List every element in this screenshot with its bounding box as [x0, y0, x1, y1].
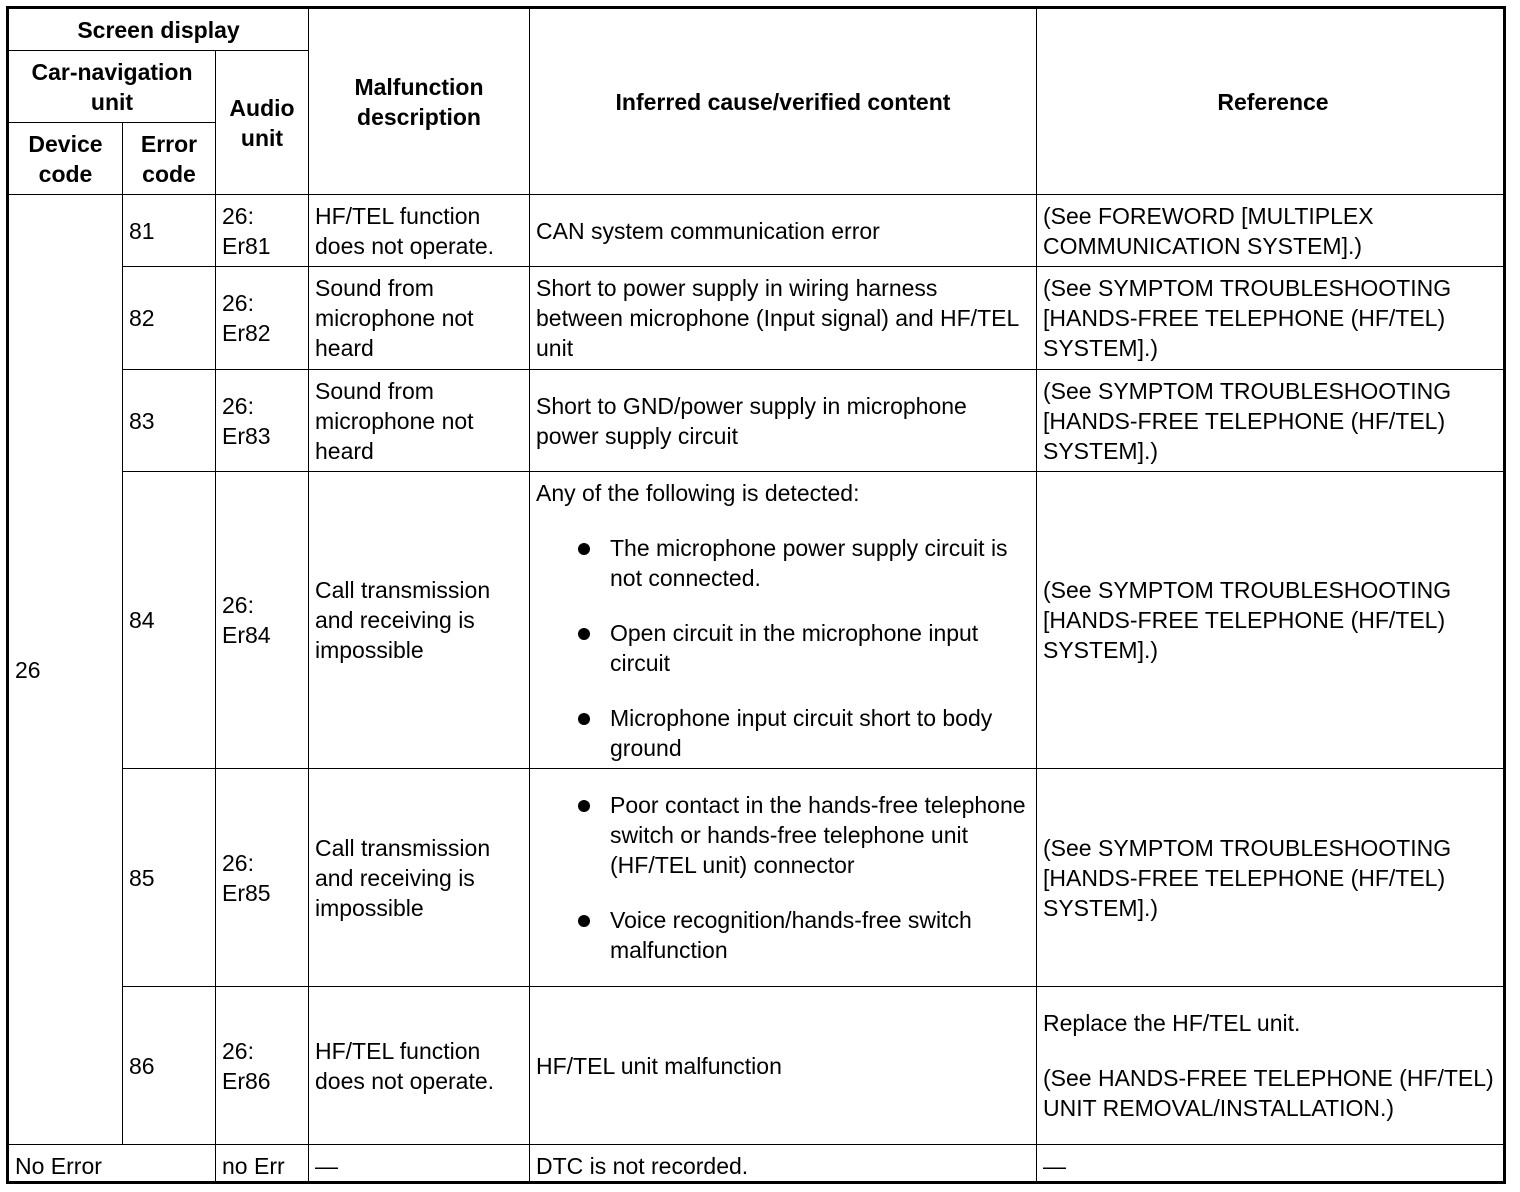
- malfunction-cell: Sound from microphone not heard: [309, 370, 530, 472]
- no-error-cause: DTC is not recorded.: [530, 1145, 1037, 1185]
- reference-cell: (See FOREWORD [MULTIPLEX COMMUNICATION SYSTEM].): [1037, 195, 1507, 267]
- cause-cell: Short to power supply in wiring harness between microphone (Input signal) and HF/TEL unit: [530, 267, 1037, 370]
- cause-list: [536, 533, 1030, 763]
- reference-cell: (See SYMPTOM TROUBLESHOOTING [HANDS-FREE TELEPHONE (HF/TEL) SYSTEM].): [1037, 370, 1507, 472]
- cause-list-text: Voice recognition/hands-free switch malfunction: [610, 907, 972, 963]
- bullet-icon: [578, 800, 590, 812]
- table-row: [9, 987, 1507, 1145]
- error-code-cell: 84: [123, 472, 216, 769]
- header-device-code: Device code: [9, 123, 123, 195]
- cause-list-item: [536, 905, 1030, 965]
- reference-cell: (See SYMPTOM TROUBLESHOOTING [HANDS-FREE TELEPHONE (HF/TEL) SYSTEM].): [1037, 472, 1507, 769]
- reference-cell: [1037, 987, 1507, 1145]
- no-error-row: [9, 1145, 1507, 1185]
- cause-cell: Short to GND/power supply in microphone power supply circuit: [530, 370, 1037, 472]
- table-row: [9, 769, 1507, 987]
- audio-code-cell: 26: Er85: [216, 769, 309, 987]
- audio-code-cell: 26: Er86: [216, 987, 309, 1145]
- cause-list-item: [536, 703, 1030, 763]
- no-error-malfunction: —: [309, 1145, 530, 1185]
- header-audio-unit: Audio unit: [216, 51, 309, 195]
- header-car-nav-unit: Car-navigation unit: [9, 51, 216, 123]
- error-code-cell: 83: [123, 370, 216, 472]
- error-code-cell: 85: [123, 769, 216, 987]
- malfunction-cell: HF/TEL function does not operate.: [309, 987, 530, 1145]
- malfunction-cell: Call transmission and receiving is impossible: [309, 769, 530, 987]
- audio-code-cell: 26: Er84: [216, 472, 309, 769]
- malfunction-cell: Sound from microphone not heard: [309, 267, 530, 370]
- cause-list-item: [536, 790, 1030, 880]
- cause-list-item: [536, 533, 1030, 593]
- cause-list-text: Poor contact in the hands-free telephone switch or hands-free telephone unit (HF/TEL unit) connector: [610, 792, 1026, 878]
- header-screen-display: Screen display: [9, 9, 309, 51]
- bullet-icon: [578, 915, 590, 927]
- cause-list-text: The microphone power supply circuit is not connected.: [610, 534, 1008, 591]
- audio-code-cell: 26: Er82: [216, 267, 309, 370]
- dtc-table: [8, 8, 1506, 1184]
- table-row: [9, 472, 1507, 769]
- cause-cell: [530, 769, 1037, 987]
- cause-list: [536, 790, 1030, 965]
- reference-line: (See HANDS-FREE TELEPHONE (HF/TEL) UNIT REMOVAL/INSTALLATION.): [1043, 1065, 1494, 1121]
- reference-cell: (See SYMPTOM TROUBLESHOOTING [HANDS-FREE TELEPHONE (HF/TEL) SYSTEM].): [1037, 267, 1507, 370]
- header-error-code: Error code: [123, 123, 216, 195]
- error-code-cell: 86: [123, 987, 216, 1145]
- reference-cell: (See SYMPTOM TROUBLESHOOTING [HANDS-FREE TELEPHONE (HF/TEL) SYSTEM].): [1037, 769, 1507, 987]
- cause-list-text: Open circuit in the microphone input circuit: [610, 619, 979, 676]
- bullet-icon: [578, 543, 590, 555]
- reference-line: Replace the HF/TEL unit.: [1043, 1010, 1301, 1036]
- cause-list-item: [536, 618, 1030, 678]
- error-code-cell: 81: [123, 195, 216, 267]
- header-reference: Reference: [1037, 9, 1507, 195]
- cause-intro: Any of the following is detected:: [536, 479, 860, 506]
- error-code-cell: 82: [123, 267, 216, 370]
- no-error-reference: —: [1037, 1145, 1507, 1185]
- malfunction-cell: Call transmission and receiving is impossible: [309, 472, 530, 769]
- table-row: [9, 267, 1507, 370]
- audio-code-cell: 26: Er83: [216, 370, 309, 472]
- table-row: [9, 195, 1507, 267]
- header-malfunction: Malfunction description: [309, 9, 530, 195]
- cause-cell: [530, 472, 1037, 769]
- audio-code-cell: 26: Er81: [216, 195, 309, 267]
- bullet-icon: [578, 713, 590, 725]
- no-error-audio: no Err: [216, 1145, 309, 1185]
- header-cause: Inferred cause/verified content: [530, 9, 1037, 195]
- table-row: [9, 370, 1507, 472]
- bullet-icon: [578, 628, 590, 640]
- device-code-cell: 26: [9, 195, 123, 1145]
- no-error-label: No Error: [9, 1145, 216, 1185]
- malfunction-cell: HF/TEL function does not operate.: [309, 195, 530, 267]
- cause-cell: HF/TEL unit malfunction: [530, 987, 1037, 1145]
- cause-list-text: Microphone input circuit short to body ground: [610, 704, 993, 761]
- dtc-table-frame: [6, 6, 1506, 1184]
- cause-cell: CAN system communication error: [530, 195, 1037, 267]
